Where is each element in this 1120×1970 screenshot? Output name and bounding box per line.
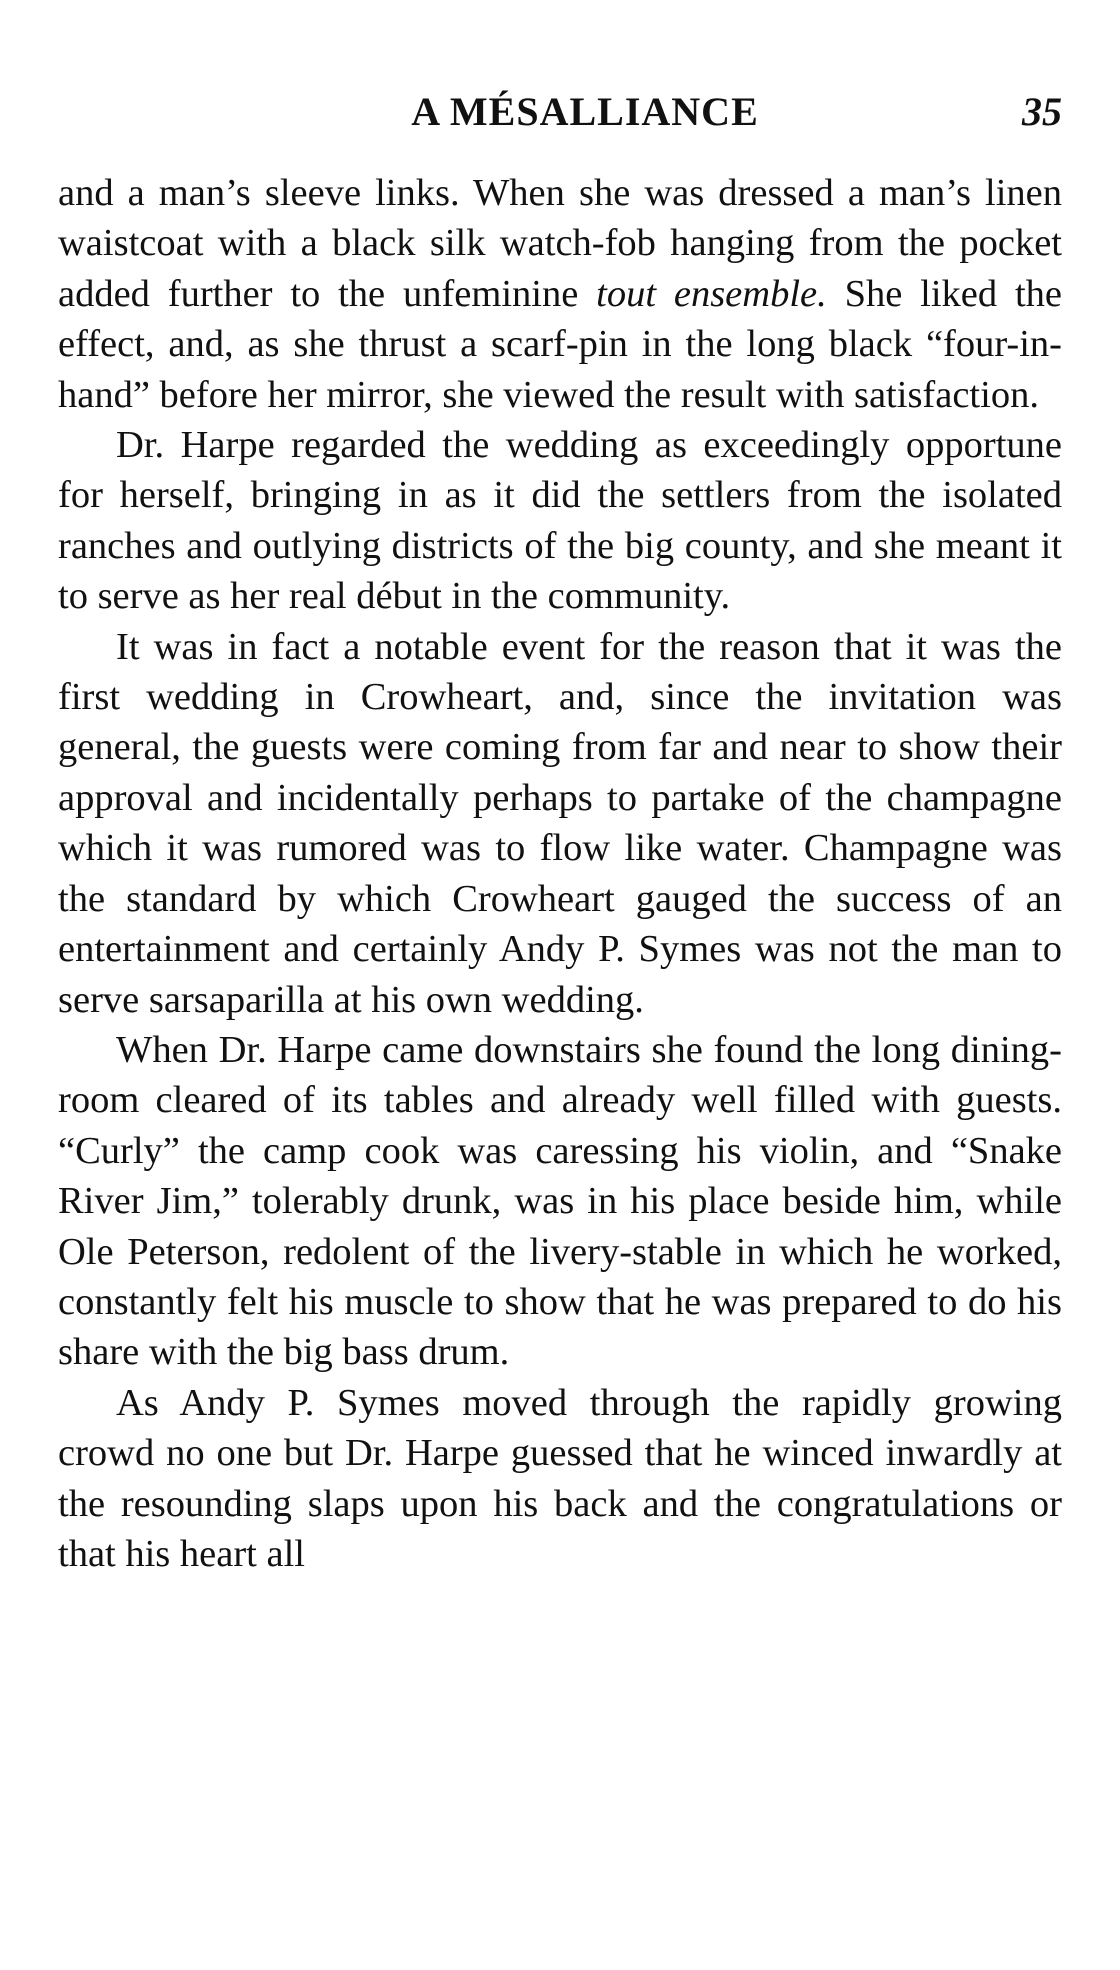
chapter-title: A MÉSALLIANCE xyxy=(411,89,759,134)
paragraph-4: When Dr. Harpe came downstairs she found the long dining-room cleared of its tables and already well filled with guests. “Curly” the camp cook was caressing his violin, and “Snake River Jim,” tolerably drunk, was in his place beside him, while Ole Peterson, redolent of the livery-stable in which he worked, constantly felt his muscle to show that he was prepared to do his share with the big bass drum. xyxy=(58,1028,1062,1374)
body-text xyxy=(58,168,1062,1579)
page-number: 35 xyxy=(1022,89,1062,134)
paragraph-1-text-start: and a man’s sleeve links. When she was dressed a man’s linen waistcoat with a black silk watch-fob hanging from the pocket added further to the unfeminine xyxy=(58,172,1062,315)
italic-phrase: tout ensemble. xyxy=(596,272,827,315)
paragraph-1 xyxy=(58,168,1062,420)
running-header xyxy=(58,88,1062,148)
paragraph-3: It was in fact a notable event for the reason that it was the first wedding in Crowheart, and, since the invitation was general, the guests were coming from far and near to show their approval and incidentally perhaps to partake of the champagne which it was rumored was to flow like water. Champagne was the standard by which Crowheart gauged the success of an entertainment and certainly Andy P. Symes was not the man to serve sarsaparilla at his own wedding. xyxy=(58,625,1062,1021)
paragraph-2: Dr. Harpe regarded the wedding as exceedingly opportune for herself, bringing in as it did the settlers from the isolated ranches and outlying districts of the big county, and she meant it to serve as her real début in the community. xyxy=(58,424,1062,618)
book-page xyxy=(58,88,1062,1579)
paragraph-1-text-end: She liked the effect, and, as she thrust a scarf-pin in the long black “four-in-hand” before her mirror, she viewed the result with satisfaction. xyxy=(58,272,1062,416)
paragraph-5: As Andy P. Symes moved through the rapidly growing crowd no one but Dr. Harpe guessed that he winced inwardly at the resounding slaps upon his back and the congratulations or that his heart all xyxy=(58,1381,1062,1575)
